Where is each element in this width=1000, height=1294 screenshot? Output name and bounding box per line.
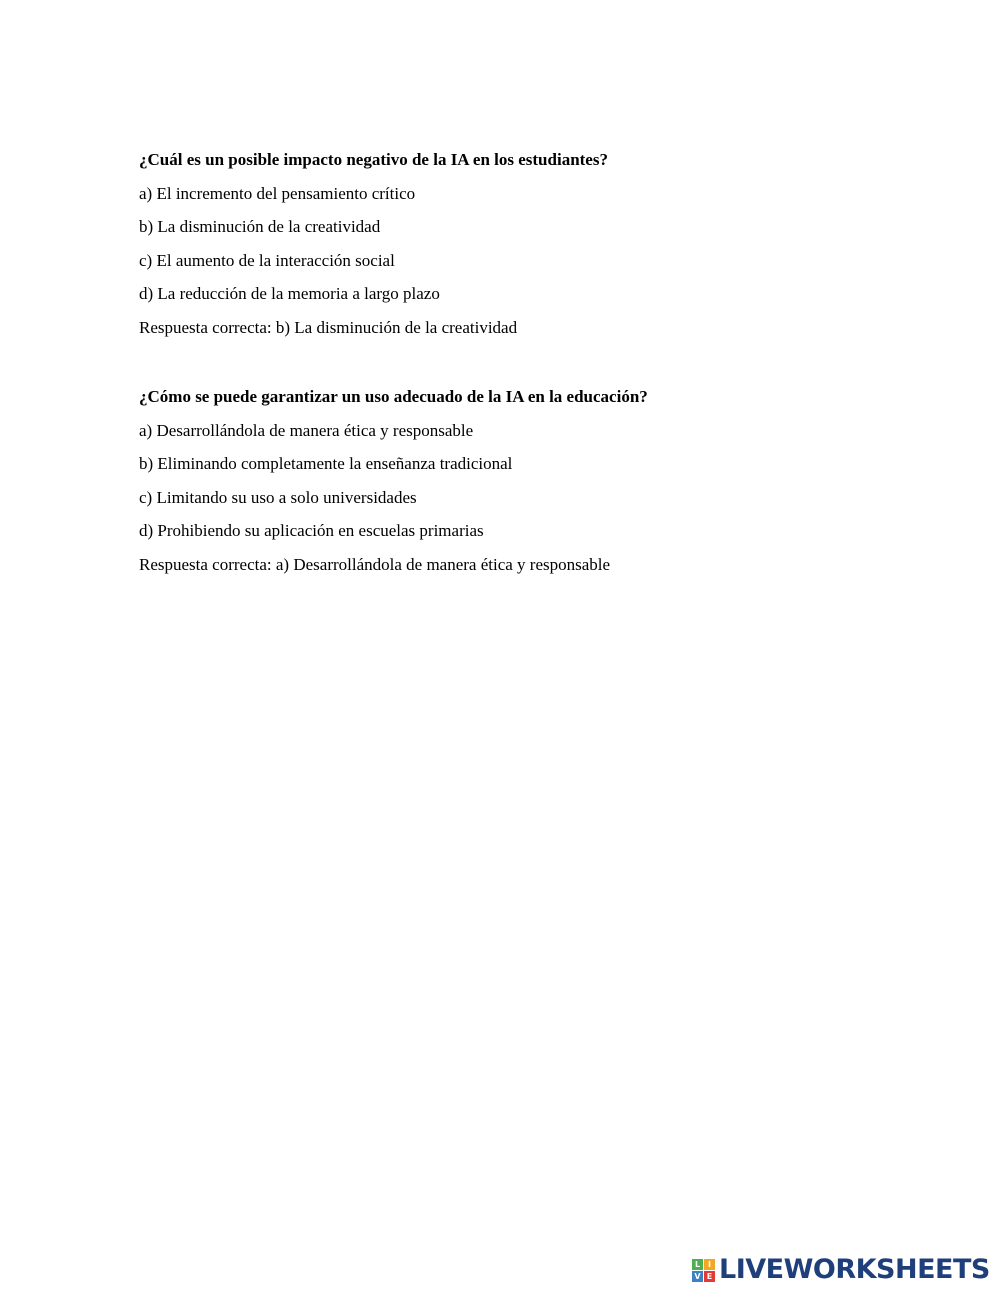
question-2-option-a: a) Desarrollándola de manera ética y responsable (139, 420, 474, 440)
question-block-2 (139, 386, 899, 588)
liveworksheets-logo (692, 1254, 990, 1286)
logo-mark-cell-l: L (692, 1259, 703, 1270)
liveworksheets-logo-text: LIVEWORKSHEETS (719, 1254, 990, 1285)
question-1-option-d: d) La reducción de la memoria a largo plazo (139, 284, 440, 304)
question-1-answer: Respuesta correcta: b) La disminución de la creatividad (139, 317, 518, 337)
question-block-1 (139, 149, 899, 351)
logo-mark-cell-i: I (704, 1259, 715, 1270)
logo-mark-cell-v: V (692, 1271, 703, 1282)
question-2-option-c: c) Limitando su uso a solo universidades (139, 487, 417, 507)
question-1-option-b: b) La disminución de la creatividad (139, 217, 381, 237)
liveworksheets-logo-icon (692, 1259, 715, 1282)
question-1-option-c: c) El aumento de la interacción social (139, 250, 395, 270)
question-1-option-a: a) El incremento del pensamiento crítico (139, 183, 416, 203)
question-2-answer: Respuesta correcta: a) Desarrollándola de manera ética y responsable (139, 554, 611, 574)
question-2-option-d: d) Prohibiendo su aplicación en escuelas primarias (139, 521, 484, 541)
logo-mark-cell-e: E (704, 1271, 715, 1282)
question-1-text: ¿Cuál es un posible impacto negativo de la IA en los estudiantes? (139, 150, 608, 169)
question-2-option-b: b) Eliminando completamente la enseñanza tradicional (139, 454, 513, 474)
question-2-text: ¿Cómo se puede garantizar un uso adecuado de la IA en la educación? (139, 387, 648, 406)
